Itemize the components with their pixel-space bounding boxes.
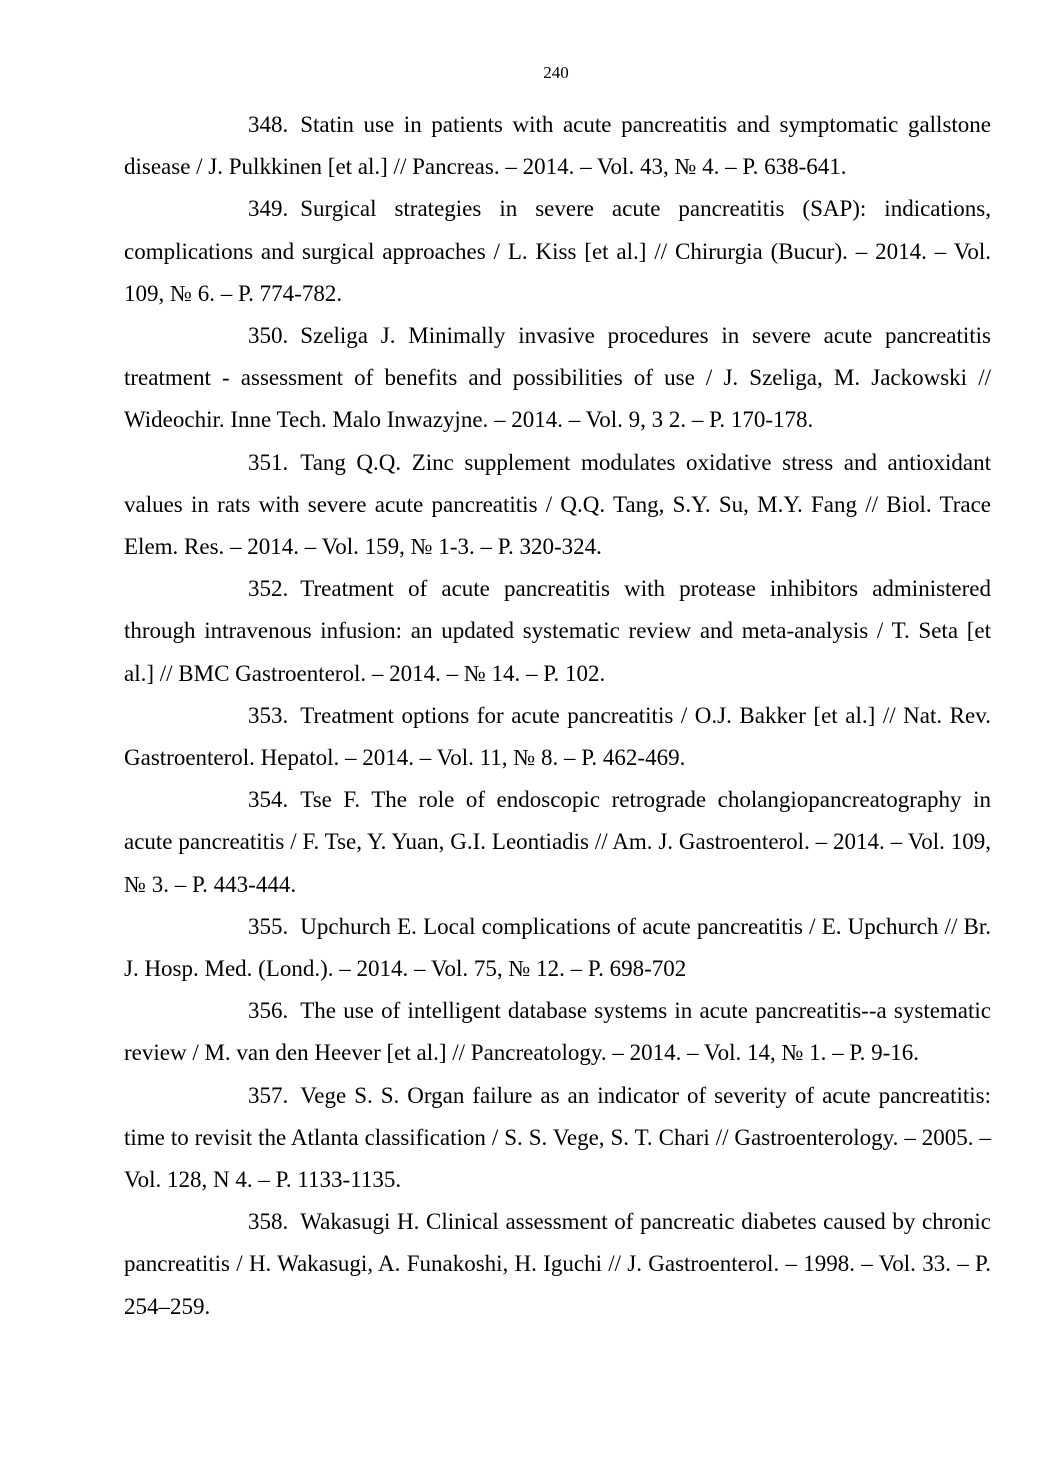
reference-item <box>124 188 991 315</box>
reference-item <box>124 779 991 906</box>
reference-item <box>124 1201 991 1328</box>
reference-item <box>124 1075 991 1202</box>
reference-text: Vege S. S. Organ failure as an indicator of severity of acute pancreatitis: time to revisit the Atlanta classification / S. S. Vege, S. T. Chari // Gastroenterology. – 2005. – Vol. 128, N 4. – P. 1133-1135. <box>124 1082 991 1193</box>
reference-number: 350. <box>248 323 289 349</box>
reference-number: 352. <box>248 576 289 602</box>
reference-text: Szeliga J. Minimally invasive procedures in severe acute pancreatitis treatment - assessment of benefits and possibilities of use / J. Szeliga, M. Jackowski // Wideochir. Inne Tech. Malo Inwazyjne. – 2014. – Vol. 9, 3 2. – P. 170-178. <box>124 323 991 433</box>
reference-text: Surgical strategies in severe acute pancreatitis (SAP): indications, complications and surgical approaches / L. Kiss [et al.] // Chirurgia (Bucur). – 2014. – Vol. 109, № 6. – P. 774-782. <box>124 196 991 306</box>
reference-item <box>124 442 991 569</box>
reference-item <box>124 906 991 990</box>
reference-item <box>124 104 991 188</box>
reference-text: Statin use in patients with acute pancreatitis and symptomatic gallstone disease / J. Pulkkinen [et al.] // Pancreas. – 2014. – Vol. 43, № 4. – P. 638-641. <box>124 112 991 180</box>
reference-text: Treatment options for acute pancreatitis / O.J. Bakker [et al.] // Nat. Rev. Gastroenterol. Hepatol. – 2014. – Vol. 11, № 8. – P. 462-469. <box>124 702 991 771</box>
reference-number: 349. <box>248 196 289 222</box>
reference-number: 354. <box>248 787 289 813</box>
reference-list <box>124 104 991 1328</box>
reference-item <box>124 990 991 1074</box>
reference-text: Tang Q.Q. Zinc supplement modulates oxidative stress and antioxidant values in rats with severe acute pancreatitis / Q.Q. Tang, S.Y. Su, M.Y. Fang // Biol. Trace Elem. Res. – 2014. – Vol. 159, № 1-3. – P. 320-324. <box>124 449 991 560</box>
reference-number: 355. <box>248 913 289 939</box>
reference-number: 351. <box>248 449 289 475</box>
reference-text: Tse F. The role of endoscopic retrograde cholangiopancreatography in acute pancreatitis / F. Tse, Y. Yuan, G.I. Leontiadis // Am. J. Gastroenterol. – 2014. – Vol. 109, № 3. – P. 443-444. <box>124 787 991 897</box>
reference-number: 353. <box>248 702 289 728</box>
reference-number: 358. <box>248 1209 289 1235</box>
reference-text: Wakasugi H. Clinical assessment of pancreatic diabetes caused by chronic pancreatitis / H. Wakasugi, A. Funakoshi, H. Iguchi // J. Gastroenterol. – 1998. – Vol. 33. – P. 254–259. <box>124 1209 991 1319</box>
reference-number: 348. <box>248 112 289 137</box>
reference-number: 357. <box>248 1082 289 1108</box>
page-number: 240 <box>543 63 569 82</box>
reference-text: Upchurch E. Local complications of acute pancreatitis / E. Upchurch // Br. J. Hosp. Med. (Lond.). – 2014. – Vol. 75, № 12. – P. 698-702 <box>124 913 991 982</box>
reference-item <box>124 568 991 695</box>
reference-text: Treatment of acute pancreatitis with protease inhibitors administered through intravenous infusion: an updated systematic review and meta-analysis / T. Seta [et al.] // BMC Gastroenterol. – 2014. – № 14. – P. 102. <box>124 576 991 686</box>
reference-number: 356. <box>248 998 289 1024</box>
reference-item <box>124 315 991 442</box>
reference-item <box>124 695 991 779</box>
reference-text: The use of intelligent database systems in acute pancreatitis--a systematic review / M. van den Heever [et al.] // Pancreatology. – 2014. – Vol. 14, № 1. – P. 9-16. <box>124 998 991 1066</box>
